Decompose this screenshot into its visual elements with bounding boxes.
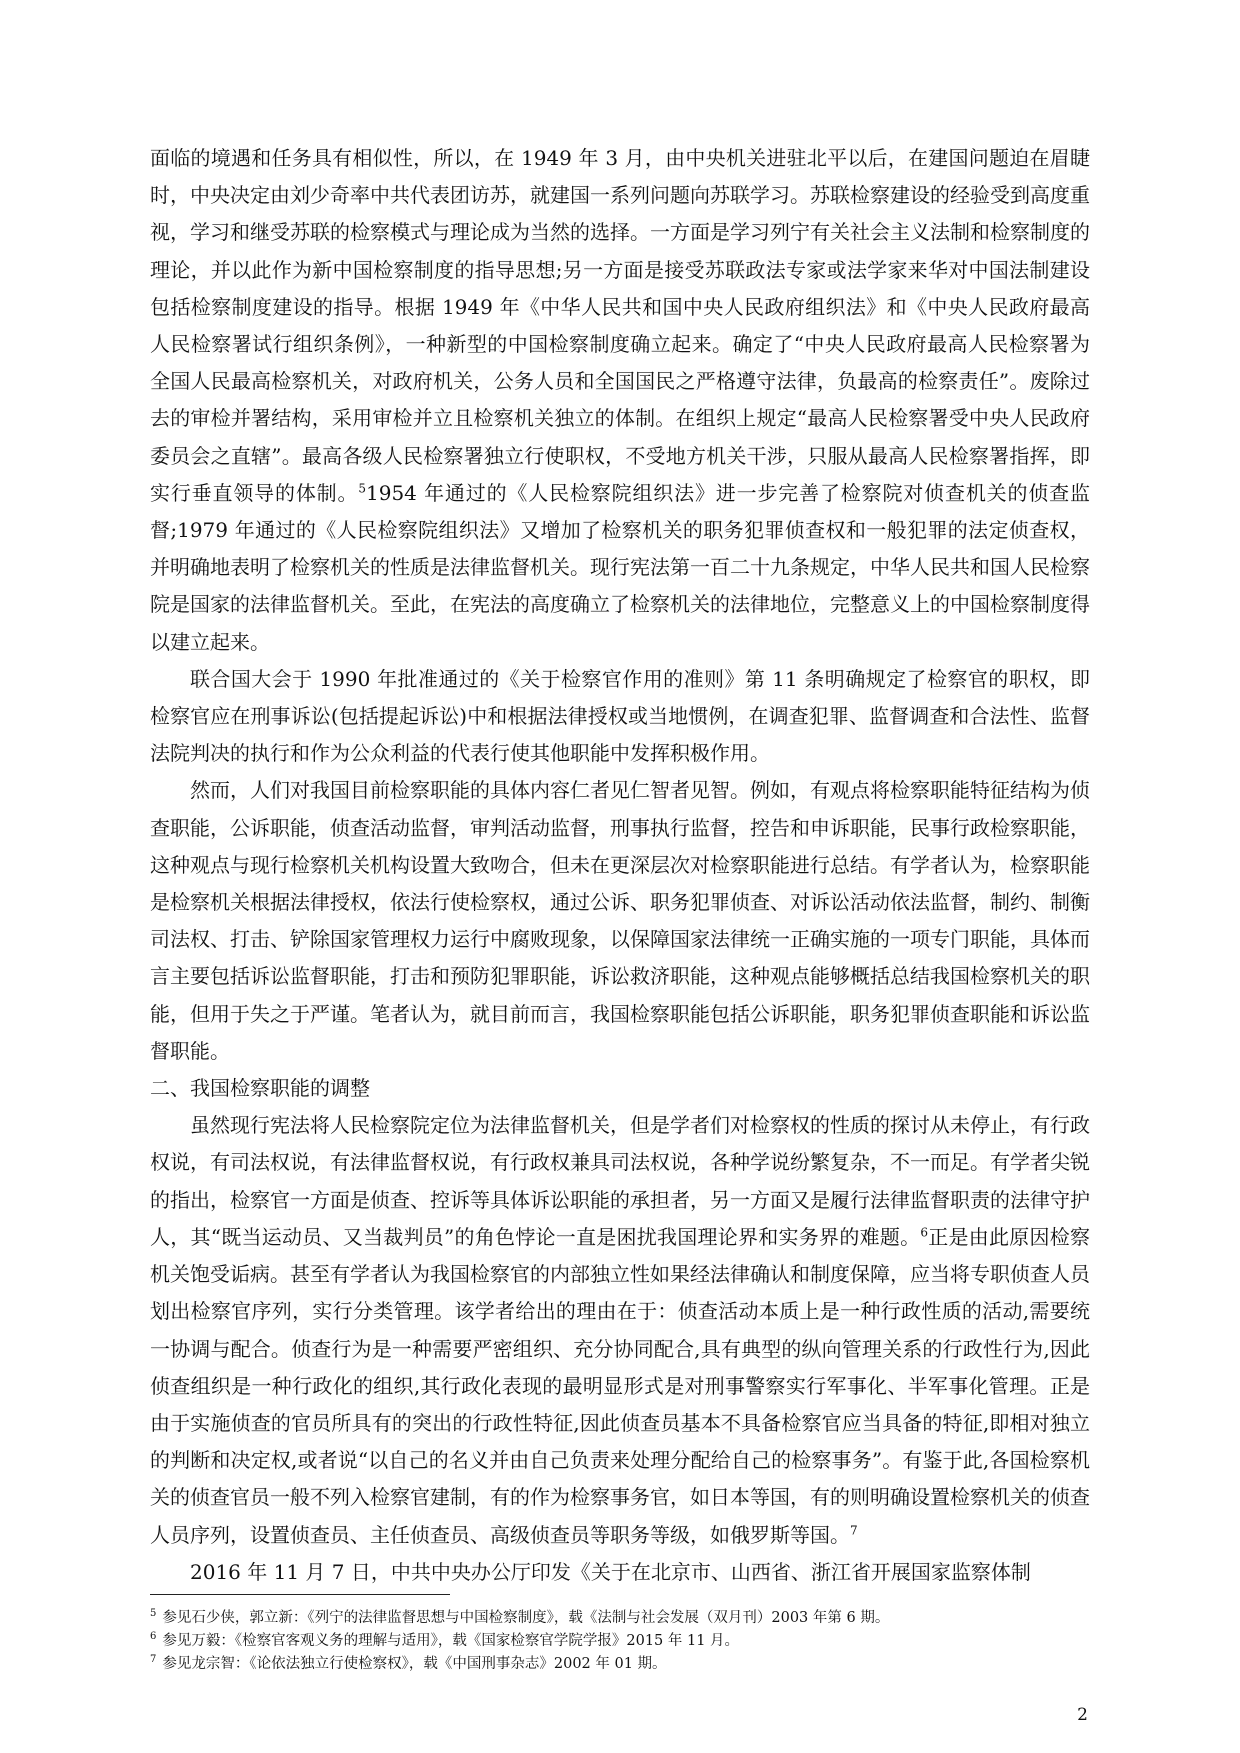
body-text	[150, 140, 1090, 1591]
footnote-5	[150, 1607, 1090, 1630]
footnote-text: 参见石少侠，郭立新：《列宁的法律监督思想与中国检察制度》，载《法制与社会发展（双月刊）2003 年第 6 期。	[162, 1610, 890, 1626]
footnote-text: 参见万毅：《检察官客观义务的理解与适用》，载《国家检察官学院学报》2015 年 11 月。	[162, 1633, 740, 1649]
footnote-6	[150, 1630, 1090, 1653]
paragraph-text: 面临的境遇和任务具有相似性，所以，在 1949 年 3 月，由中央机关进驻北平以后，在建国问题迫在眉睫时，中央决定由刘少奇率中共代表团访苏，就建国一系列问题向苏联学习。苏联检察建设的经验受到高度重视，学习和继受苏联的检察模式与理论成为当然的选择。一方面是学习列宁有关社会主义法制和检察制度的理论，并以此作为新中国检察制度的指导思想;另一方面是接受苏联政法专家或法学家来华对中国法制建设包括检察制度建设的指导。根据 1949 年《中华人民共和国中央人民政府组织法》和《中央人民政府最高人民检察署试行组织条例》，一种新型的中国检察制度确立起来。确定了“中央人民政府最高人民检察署为全国人民最高检察机关，对政府机关，公务人员和全国国民之严格遵守法律，负最高的检察责任”。废除过去的审检并署结构，采用审检并立且检察机关独立的体制。在组织上规定“最高人民检察署受中央人民政府委员会之直辖”。最高各级人民检察署独立行使职权，不受地方机关干涉，只服从最高人民检察署指挥，即实行垂直领导的体制。	[150, 146, 1090, 505]
footnote-number: 5	[150, 1608, 157, 1620]
paragraph-4	[150, 1107, 1090, 1553]
paragraph-text: 正是由此原因检察机关饱受诟病。甚至有学者认为我国检察官的内部独立性如果经法律确认和制度保障，应当将专职侦查人员划出检察官序列，实行分类管理。该学者给出的理由在于：侦查活动本质上是一种行政性质的活动,需要统一协调与配合。侦查行为是一种需要严密组织、充分协同配合,具有典型的纵向管理关系的行政性行为,因此侦查组织是一种行政化的组织,其行政化表现的最明显形式是对刑事警察实行军事化、半军事化管理。正是由于实施侦查的官员所具有的突出的行政性特征,因此侦查员基本不具备检察官应当具备的特征,即相对独立的判断和决定权,或者说“以自己的名义并由自己负责来处理分配给自己的检察事务”。有鉴于此,各国检察机关的侦查官员一般不列入检察官建制，有的作为检察事务官，如日本等国，有的则明确设置检察机关的侦查人员序列，设置侦查员、主任侦查员、高级侦查员等职务等级，如俄罗斯等国。	[150, 1224, 1090, 1547]
footnote-ref-5[interactable]: 5	[358, 481, 366, 496]
paragraph-text: 1954 年通过的《人民检察院组织法》进一步完善了检察院对侦查机关的侦查监督;1979 年通过的《人民检察院组织法》又增加了检察机关的职务犯罪侦查权和一般犯罪的法定侦查权，并明确地表明了检察机关的性质是法律监督机关。现行宪法第一百二十九条规定，中华人民共和国人民检察院是国家的法律监督机关。至此，在宪法的高度确立了检察机关的法律地位，完整意义上的中国检察制度得以建立起来。	[150, 480, 1090, 654]
paragraph-text: 虽然现行宪法将人民检察院定位为法律监督机关，但是学者们对检察权的性质的探讨从未停止，有行政权说，有司法权说，有法律监督权说，有行政权兼具司法权说，各种学说纷繁复杂，不一而足。有学者尖锐的指出，检察官一方面是侦查、控诉等具体诉讼职能的承担者，另一方面又是履行法律监督职责的法律守护人，其“既当运动员、又当裁判员”的角色悖论一直是困扰我国理论界和实务界的难题。	[150, 1113, 1090, 1249]
footnote-number: 7	[150, 1654, 157, 1666]
footnote-text: 参见龙宗智：《论依法独立行使检察权》，载《中国刑事杂志》2002 年 01 期。	[162, 1656, 667, 1672]
footnote-number: 6	[150, 1631, 157, 1643]
page-number: 2	[1077, 1705, 1088, 1725]
footnotes	[150, 1607, 1090, 1676]
footnote-divider	[150, 1594, 450, 1595]
footnote-ref-6[interactable]: 6	[920, 1225, 928, 1240]
section-heading: 二、我国检察职能的调整	[150, 1076, 370, 1101]
paragraph-5: 2016 年 11 月 7 日，中共中央办公厅印发《关于在北京市、山西省、浙江省开展国家监察体制	[190, 1559, 1031, 1584]
paragraph-2: 联合国大会于 1990 年批准通过的《关于检察官作用的准则》第 11 条明确规定了检察官的职权，即检察官应在刑事诉讼(包括提起诉讼)中和根据法律授权或当地惯例，在调查犯罪、监督调查和合法性、监督法院判决的执行和作为公众利益的代表行使其他职能中发挥积极作用。	[150, 666, 1090, 766]
paragraph-1	[150, 140, 1090, 661]
footnote-7	[150, 1653, 1090, 1676]
footnote-ref-7[interactable]: 7	[850, 1522, 858, 1537]
paragraph-3: 然而，人们对我国目前检察职能的具体内容仁者见仁智者见智。例如，有观点将检察职能特征结构为侦查职能，公诉职能，侦查活动监督，审判活动监督，刑事执行监督，控告和申诉职能，民事行政检察职能，这种观点与现行检察机关机构设置大致吻合，但未在更深层次对检察职能进行总结。有学者认为，检察职能是检察机关根据法律授权，依法行使检察权，通过公诉、职务犯罪侦查、对诉讼活动依法监督，制约、制衡司法权、打击、铲除国家管理权力运行中腐败现象，以保障国家法律统一正确实施的一项专门职能，具体而言主要包括诉讼监督职能，打击和预防犯罪职能，诉讼救济职能，这种观点能够概括总结我国检察机关的职能，但用于失之于严谨。笔者认为，就目前而言，我国检察职能包括公诉职能，职务犯罪侦查职能和诉讼监督职能。	[150, 778, 1090, 1063]
